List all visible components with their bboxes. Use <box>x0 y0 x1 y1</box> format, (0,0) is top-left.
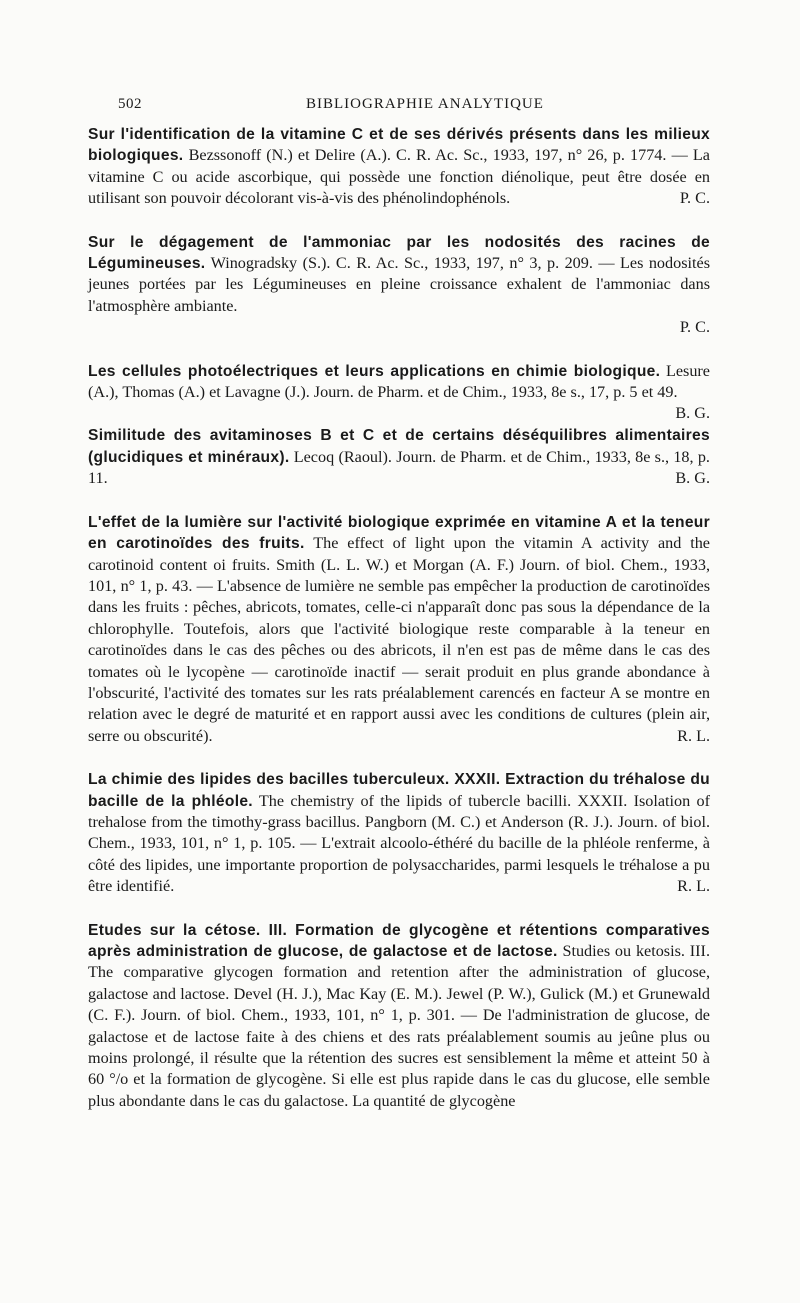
entry-lumiere-vitamine-a <box>88 512 710 747</box>
entry-avitaminoses <box>88 425 710 489</box>
entry-vitamine-c <box>88 124 710 210</box>
entry-body: Winogradsky (S.). C. R. Ac. Sc., 1933, 197, n° 3, p. 209. — Les nodosités jeunes portées par les Légumineuses en pleine croissance exhalent de l'ammoniac dans l'atmosphère ambiante. <box>88 254 710 315</box>
entry-title: L'effet de la lumière sur l'activité biologique exprimée en vitamine A et la teneur en carotinoïdes des fruits. <box>88 513 710 553</box>
entry-title: Sur l'identification de la vitamine C et de ses dérivés présents dans les milieux biologiques. <box>88 126 710 165</box>
entry-body: Lecoq (Raoul). Journ. de Pharm. et de Chim., 1933, 8e s., 18, p. 11. <box>88 447 710 488</box>
entry-title: Etudes sur la cétose. III. Formation de glycogène et rétentions comparatives après administration de glucose, de galactose et de lactose. <box>88 921 710 960</box>
entry-body: Lesure (A.), Thomas (A.) et Lavagne (J.). Journ. de Pharm. et de Chim., 1933, 8e s., 17, p. 5 et 49. <box>88 361 710 402</box>
entry-title: La chimie des lipides des bacilles tuberculeux. XXXII. Extraction du tréhalose du bacille de la phléole. <box>88 771 710 810</box>
page-number: 502 <box>118 96 142 112</box>
entry-body: Bezssonoff (N.) et Delire (A.). C. R. Ac. Sc., 1933, 197, n° 26, p. 1774. — La vitamine C ou acide ascorbique, qui possède une fonction diénolique, peut être dosée en utilisant son pouvoir décolorant vis-à-vis des phénolindophénols. <box>88 146 710 208</box>
entry-body: The chemistry of the lipids of tubercle bacilli. XXXII. Isolation of trehalose from the timothy-grass bacillus. Pangborn (M. C.) et Anderson (R. J.). Journ. of biol. Chem., 1933, 101, n° 1, p. 105. — L'extrait alcoolo-éthéré du bacille de la phléole renferme, à côté des lipides, une importante proportion de polysaccharides, parmi lesquels le tréhalose a pu être identifié. <box>88 791 710 896</box>
entry-title: Les cellules photoélectriques et leurs applications en chimie biologique. <box>88 362 661 380</box>
entry-signature: P. C. <box>679 189 710 208</box>
entry-signature: R. L. <box>677 877 710 896</box>
entry-signature: R. L. <box>677 726 710 745</box>
running-title: BIBLIOGRAPHIE ANALYTIQUE <box>306 96 544 112</box>
entry-cellules-photoelectriques <box>88 361 710 423</box>
entry-cetose <box>88 920 710 1113</box>
entry-title: Sur le dégagement de l'ammoniac par les nodosités des racines de Légumineuses. <box>88 233 710 273</box>
entry-signature: P. C. <box>679 318 710 337</box>
entry-title: Similitude des avitaminoses B et C et de certains déséquilibres alimentaires (glucidiques et minéraux). <box>88 427 710 466</box>
page-header <box>118 96 710 118</box>
entry-body: Studies ou ketosis. III. The comparative glycogen formation and retention after the administration of glucose, galactose and lactose. Devel (H. J.), Mac Kay (E. M.). Jewel (P. W.), Gulick (M.) et Grunewald (C. F.). Journ. of biol. Chem., 1933, 101, n° 1, p. 301. — De l'administration de glucose, de galactose et de lactose faite à des chiens et des rats préalablement soumis au jeûne plus ou moins prolongé, il résulte que la rétention des sucres est sensiblement la même et atteint 50 à 60 °/o et la formation de glycogène. Si elle est plus rapide dans le cas du glucose, elle semble plus abondante dans le cas du galactose. La quantité de glycogène <box>88 942 710 1110</box>
entry-body: The effect of light upon the vitamin A activity and the carotinoid content oi fruits. Smith (L. L. W.) et Morgan (A. F.) Journ. of biol. Chem., 1933, 101, n° 1, p. 43. — L'absence de lumière ne semble pas empêcher la production de carotinoïdes dans les fruits : pêches, abricots, tomates, celle-ci n'apparaît donc pas sous la dépendance de la chlorophylle. Toutefois, alors que l'activité biologique reste comparable à la teneur en carotinoïdes dans le cas des pêches ou des abricots, il n'en est pas de même dans le cas des tomates où le lycopène — carotinoïde inactif — serait produit en plus grande abondance à l'obscurité, l'activité des tomates sur les rats préalablement carencés en facteur A se montre en relation avec le degré de maturité et en rapport aussi avec les conditions de cultures (plein air, serre ou obscurité). <box>88 534 710 745</box>
entry-signature: B. G. <box>675 404 710 423</box>
bibliography-entries <box>88 124 710 1134</box>
entry-signature: B. G. <box>675 469 710 488</box>
entry-lipides-bacilles <box>88 769 710 897</box>
entry-ammoniac <box>88 232 710 339</box>
